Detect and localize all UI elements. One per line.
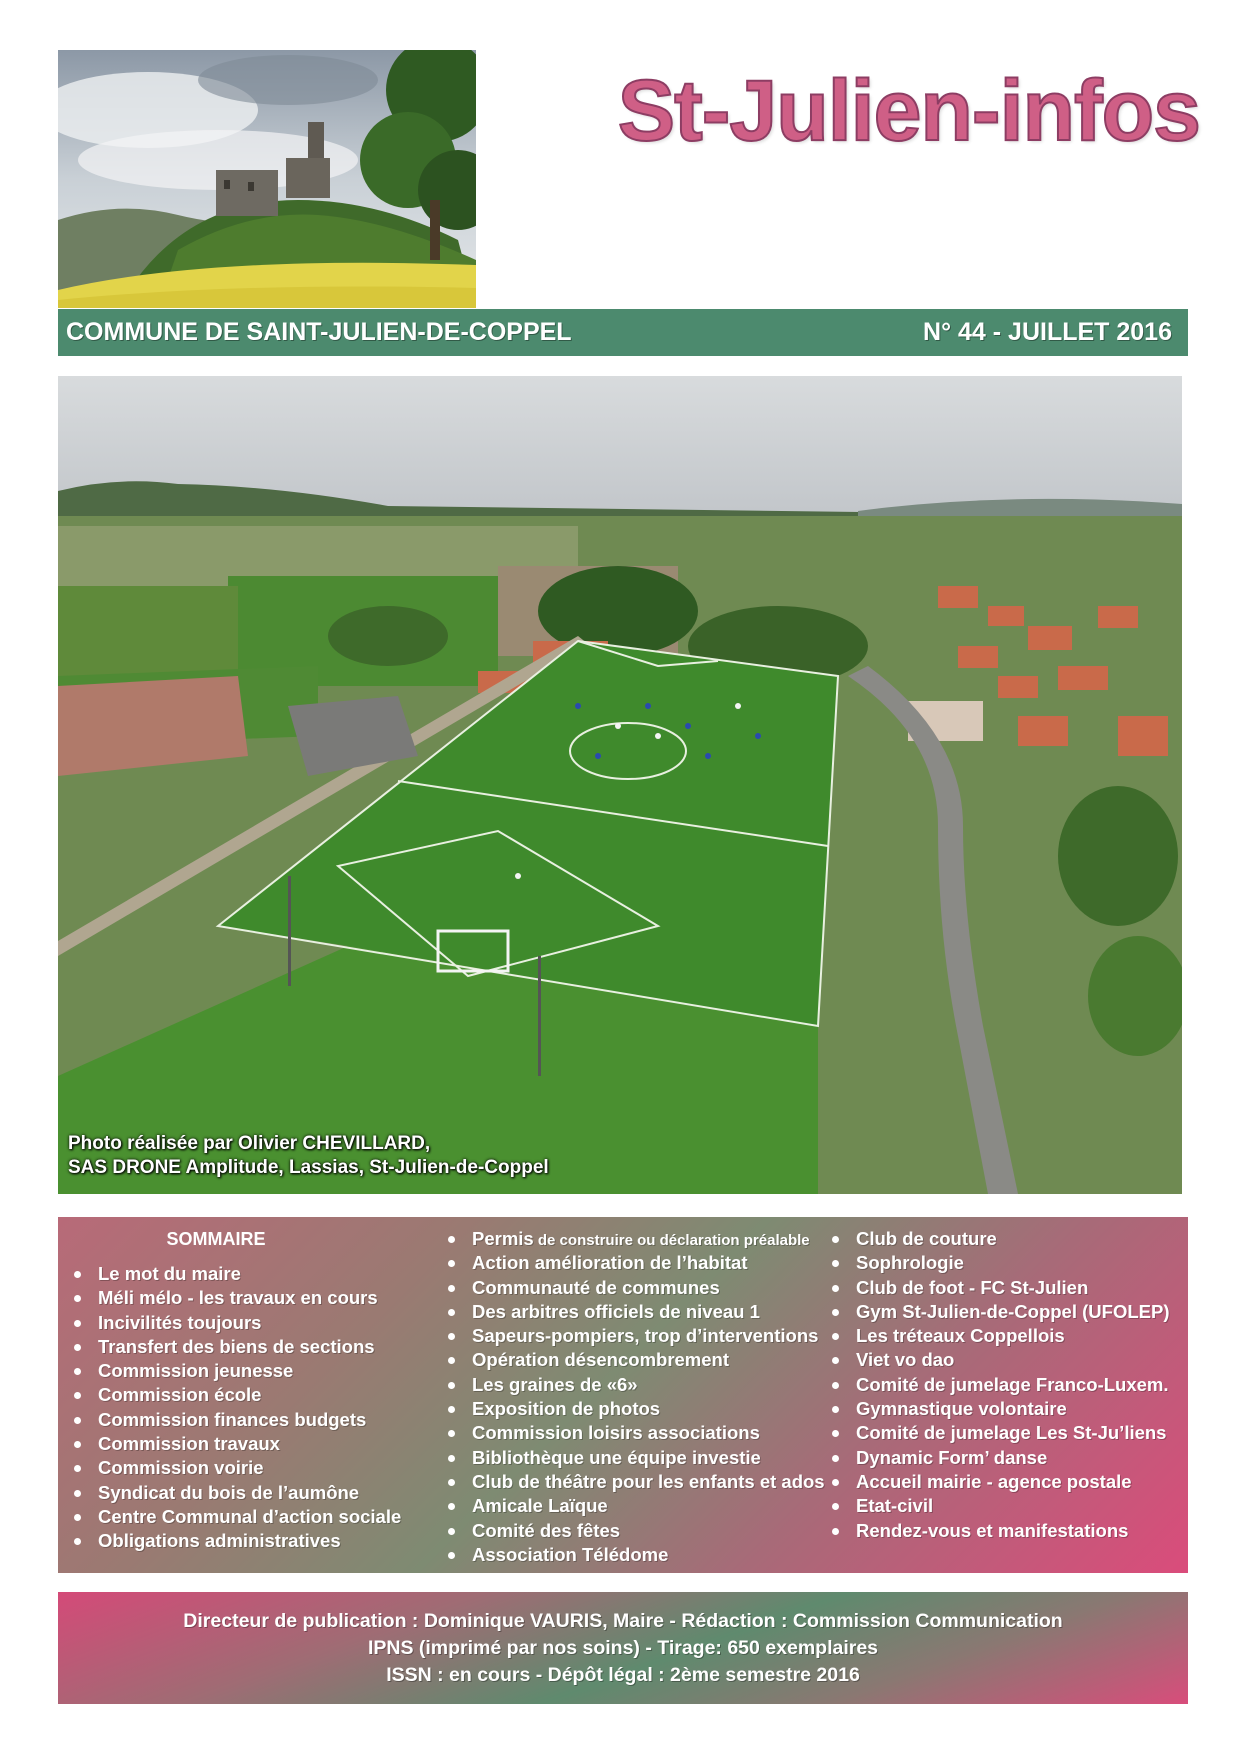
list-item: Exposition de photos	[440, 1397, 830, 1421]
footer-line-1: Directeur de publication : Dominique VAURIS, Maire - Rédaction : Commission Communication	[183, 1610, 1063, 1632]
list-item: Communauté de communes	[440, 1276, 830, 1300]
list-item: Club de foot - FC St-Julien	[824, 1276, 1184, 1300]
list-item: Commission jeunesse	[66, 1359, 416, 1383]
list-item: Action amélioration de l’habitat	[440, 1251, 830, 1275]
list-item: Comité de jumelage Les St-Ju’liens	[824, 1421, 1184, 1445]
sommaire-list-3	[824, 1227, 1184, 1543]
list-item: Obligations administratives	[66, 1529, 416, 1553]
list-item: Méli mélo - les travaux en cours	[66, 1286, 416, 1310]
list-item: Commission loisirs associations	[440, 1421, 830, 1445]
list-item: Club de couture	[824, 1227, 1184, 1251]
list-item: Bibliothèque une équipe investie	[440, 1446, 830, 1470]
sommaire-box	[58, 1217, 1188, 1573]
issue-number: N° 44 - JUILLET 2016	[923, 318, 1172, 346]
list-item: Des arbitres officiels de niveau 1	[440, 1300, 830, 1324]
sommaire-column-1	[66, 1227, 416, 1554]
list-item: Opération désencombrement	[440, 1348, 830, 1372]
list-item: Transfert des biens de sections	[66, 1335, 416, 1359]
sommaire-list-1	[66, 1262, 416, 1554]
commune-name: COMMUNE DE SAINT-JULIEN-DE-COPPEL	[66, 318, 572, 346]
list-item: Sophrologie	[824, 1251, 1184, 1275]
publication-footer	[58, 1592, 1188, 1704]
list-item: Commission finances budgets	[66, 1408, 416, 1432]
sommaire-column-2	[440, 1227, 830, 1567]
list-item: Comité de jumelage Franco-Luxem.	[824, 1373, 1184, 1397]
list-item: Amicale Laïque	[440, 1494, 830, 1518]
sommaire-column-3	[824, 1227, 1184, 1543]
list-item: Le mot du maire	[66, 1262, 416, 1286]
list-item: Viet vo dao	[824, 1348, 1184, 1372]
list-item: Gymnastique volontaire	[824, 1397, 1184, 1421]
masthead-title: St-Julien-infos	[617, 63, 1200, 159]
list-item: Incivilités toujours	[66, 1311, 416, 1335]
list-item: Commission travaux	[66, 1432, 416, 1456]
sommaire-list-2	[440, 1227, 830, 1567]
list-item-bold: Permis	[472, 1228, 534, 1249]
list-item: Commission voirie	[66, 1456, 416, 1480]
list-item: Les graines de «6»	[440, 1373, 830, 1397]
list-item	[440, 1227, 830, 1251]
list-item: Association Télédome	[440, 1543, 830, 1567]
castle-photo	[58, 50, 476, 308]
list-item: Centre Communal d’action sociale	[66, 1505, 416, 1529]
photo-credit-line2: SAS DRONE Amplitude, Lassias, St-Julien-de-Coppel	[68, 1157, 549, 1178]
list-item: Syndicat du bois de l’aumône	[66, 1481, 416, 1505]
list-item: Accueil mairie - agence postale	[824, 1470, 1184, 1494]
footer-line-2: IPNS (imprimé par nos soins) - Tirage: 650 exemplaires	[367, 1637, 879, 1659]
sommaire-title: SOMMAIRE	[166, 1229, 266, 1249]
list-item: Les tréteaux Coppellois	[824, 1324, 1184, 1348]
photo-credit-line1: Photo réalisée par Olivier CHEVILLARD,	[68, 1133, 431, 1154]
issue-band	[58, 309, 1188, 356]
list-item: Comité des fêtes	[440, 1519, 830, 1543]
list-item: Etat-civil	[824, 1494, 1184, 1518]
list-item: Gym St-Julien-de-Coppel (UFOLEP)	[824, 1300, 1184, 1324]
photo-credit	[68, 1132, 549, 1180]
list-item: Sapeurs-pompiers, trop d’interventions	[440, 1324, 830, 1348]
footer-line-3: ISSN : en cours - Dépôt légal : 2ème semestre 2016	[386, 1664, 860, 1686]
list-item: Commission école	[66, 1383, 416, 1407]
aerial-photo	[58, 376, 1182, 1194]
list-item: Rendez-vous et manifestations	[824, 1519, 1184, 1543]
list-item: Dynamic Form’ danse	[824, 1446, 1184, 1470]
list-item: Club de théâtre pour les enfants et ados	[440, 1470, 830, 1494]
list-item-rest: de construire ou déclaration préalable	[533, 1232, 810, 1249]
